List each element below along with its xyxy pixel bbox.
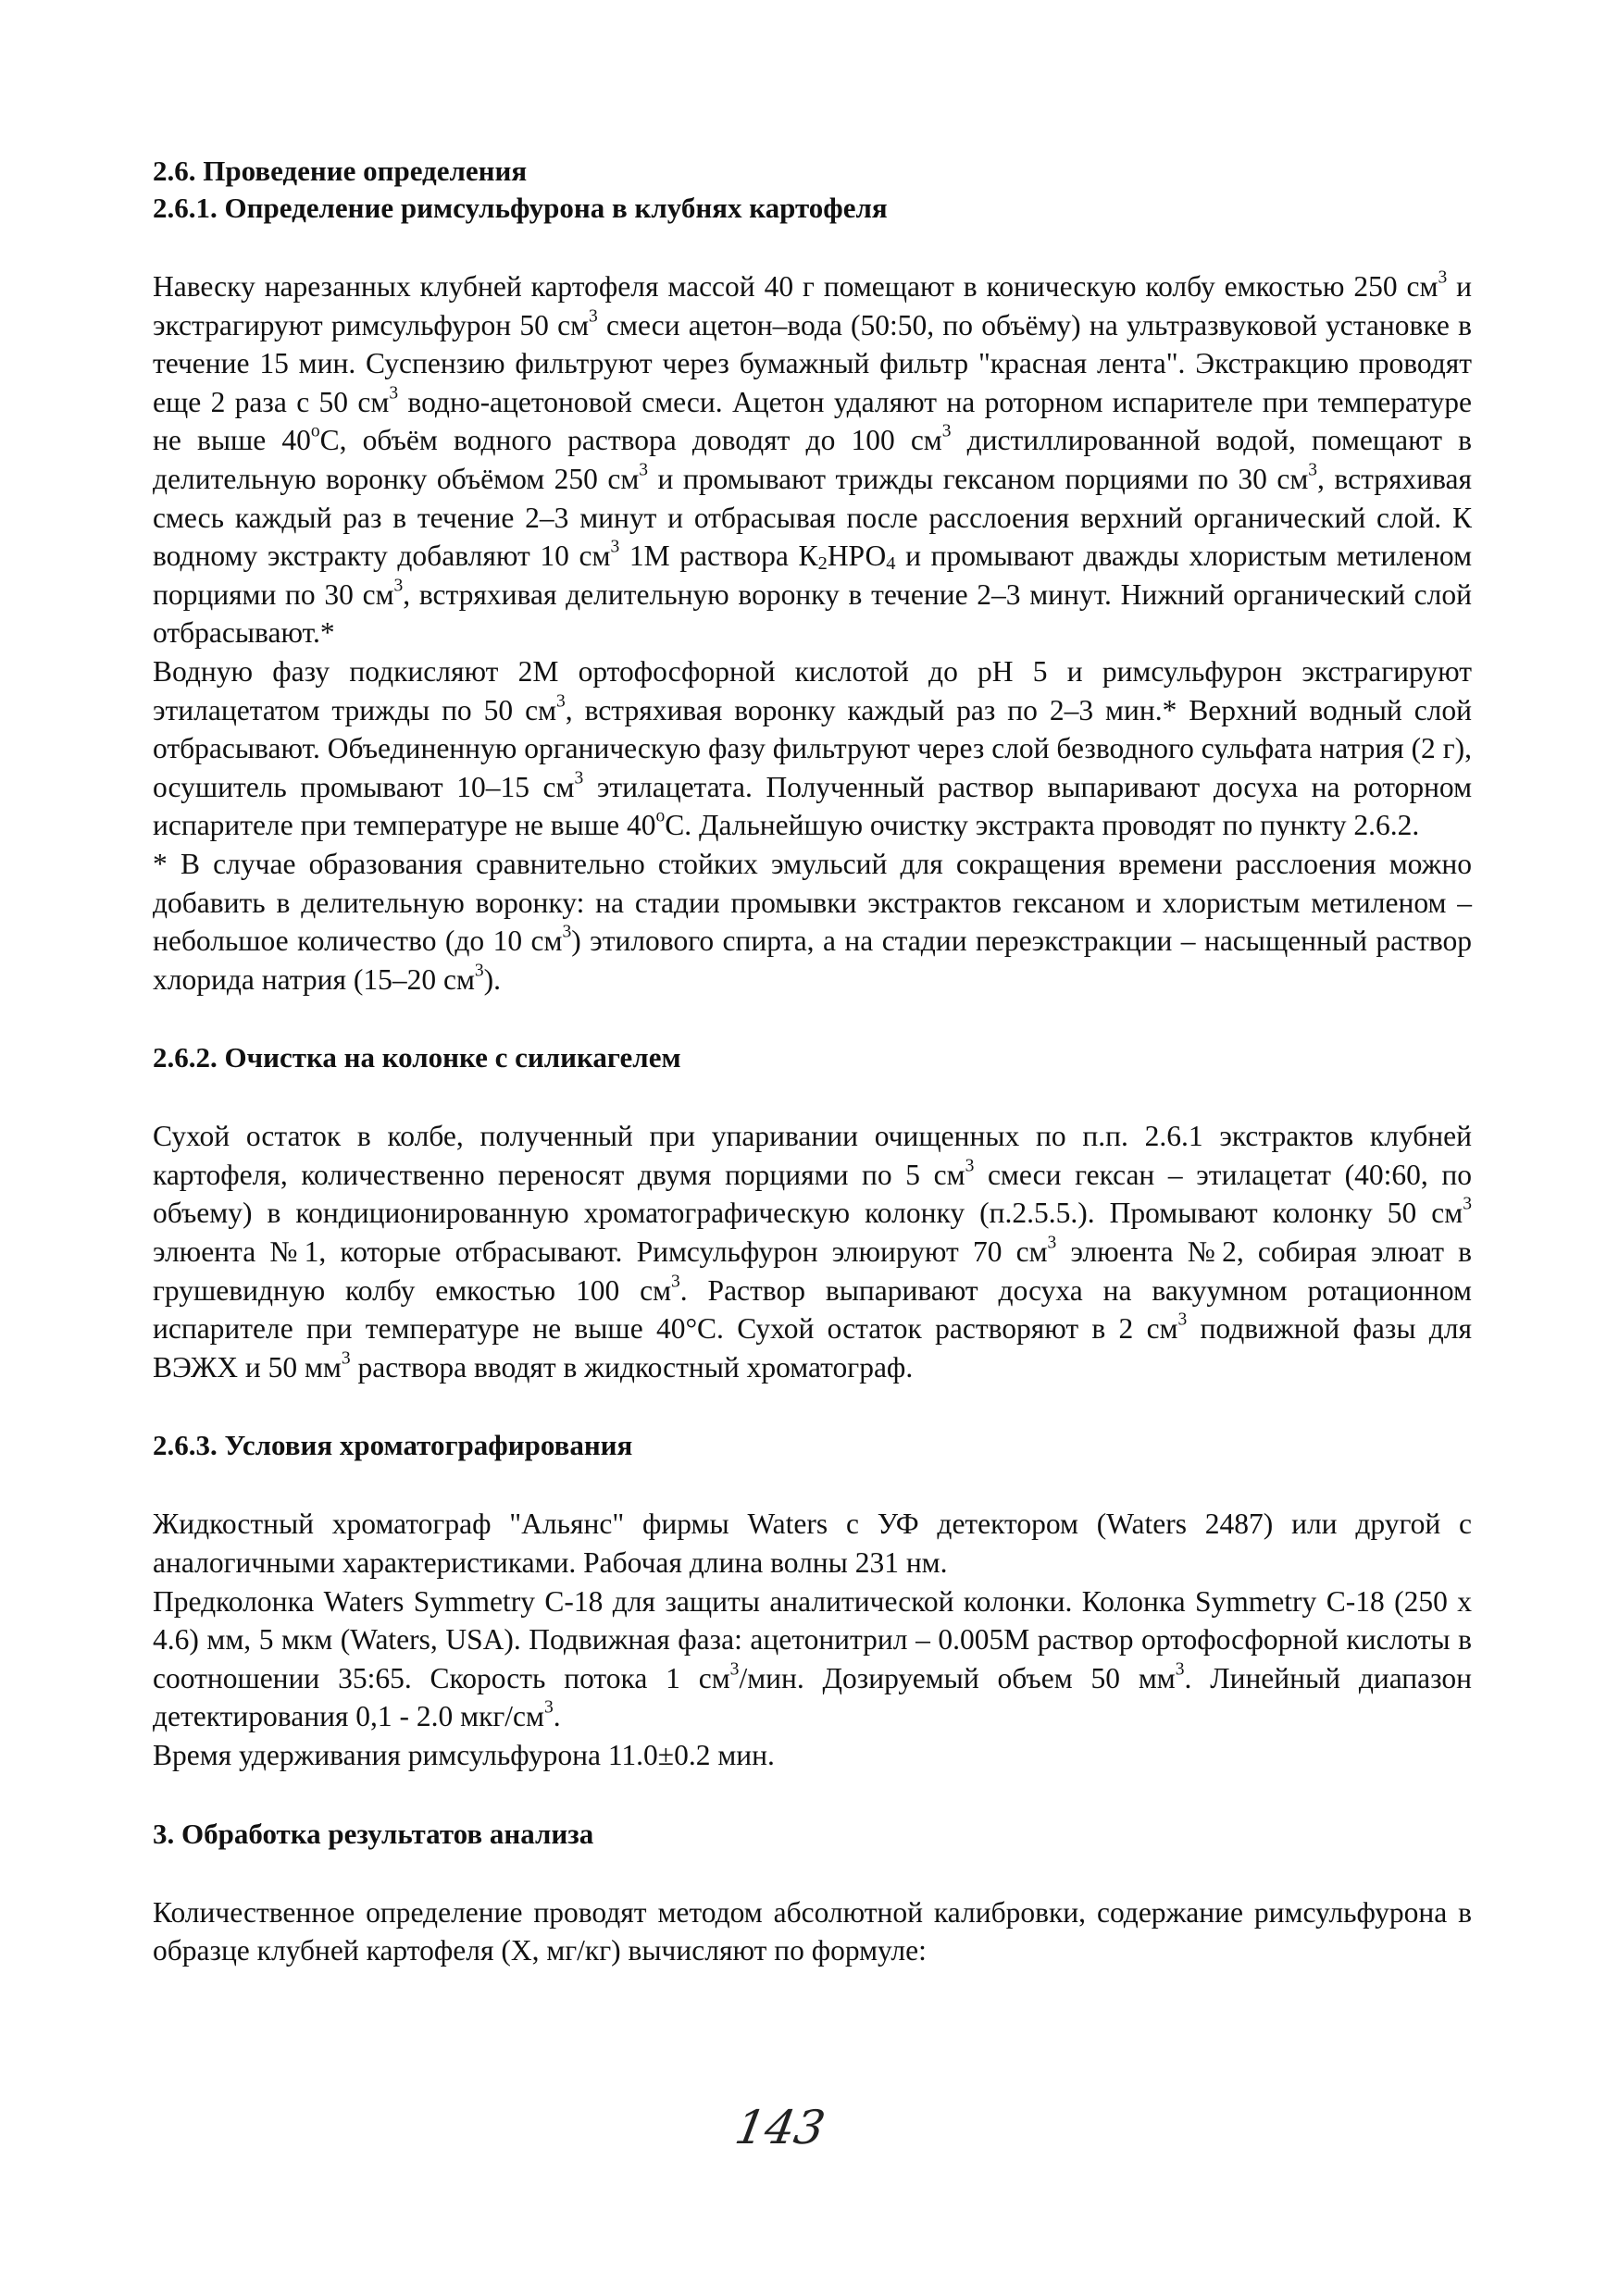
section-2-6-2-heading: 2.6.2. Очистка на колонке с силикагелем [153,1041,681,1074]
section-2-6-3-paragraph-2: Предколонка Waters Symmetry C-18 для защиты аналитической колонки. Колонка Symmetry C-18 (250 х 4.6) мм, 5 мкм (Waters, USA). Подвижная фаза: ацетонитрил – 0.005М раствор ортофосфорной кислоты в соотношении 35:65. Скорость потока 1 $см^3$/мин. Дозируемый объем 50 $мм^3$. Линейный диапазон детектирования 0,1 - 2.0 мкг/$см^3$. [153,1584,1473,1733]
section-2-6-heading: 2.6. Проведение определения [153,155,528,187]
section-2-6-1-heading: 2.6.1. Определение римсульфурона в клубнях картофеля [153,192,888,224]
section-2-6-3-heading: 2.6.3. Условия хроматографирования [153,1429,633,1462]
section-2-6-1-paragraph-1: Навеску нарезанных клубней картофеля массой 40 г помещают в коническую колбу емкостью 250 $см^3$ и экстрагируют римсульфурон 50 $см^3$ смеси ацетон–вода (50:50, по объёму) на ультразвуковой установке в течение 15 мин. Суспензию фильтруют через бумажный фильтр "красная лента". Экстракцию проводят еще 2 раза с 50 $см^3$ водно-ацетоновой смеси. Ацетон удаляют на роторном испарителе при температуре не выше 40$^o$С, объём водного раствора доводят до 100 $см^3$ дистиллированной водой, помещают в делительную воронку объёмом 250 $см^3$ и промывают трижды гексаном порциями по 30 $см^3$, встряхивая смесь каждый раз в течение 2–3 минут и отбрасывая после расслоения верхний органический слой. К водному экстракту добавляют 10 $см^3$ 1М раствора $К_2НРО_4$ и промывают дважды хлористым метиленом порциями по 30 $см^3$, встряхивая делительную воронку в течение 2–3 минут. Нижний органический слой отбрасывают.* [153,267,1473,650]
document-page [153,153,1472,1970]
section-3-heading: 3. Обработка результатов анализа [153,1817,594,1850]
section-3-paragraph: Количественное определение проводят методом абсолютной калибровки, содержание римсульфурона в образце клубней картофеля (X, мг/кг) вычисляют по формуле: [153,1895,1472,1967]
section-2-6-3-paragraph-1: Жидкостный хроматограф "Альянс" фирмы Waters с УФ детектором (Waters 2487) или другой с аналогичными характеристиками. Рабочая длина волны 231 нм. [153,1508,1472,1580]
section-2-6-2-paragraph: Сухой остаток в колбе, полученный при упаривании очищенных по п.п. 2.6.1 экстрактов клубней картофеля, количественно переносят двумя порциями по 5 $см^3$ смеси гексан – этилацетат (40:60, по объему) в кондиционированную хроматографическую колонку (п.2.5.5.). Промывают колонку 50 $см^3$ элюента №1, которые отбрасывают. Римсульфурон элюируют 70 $см^3$ элюента №2, собирая элюат в грушевидную колбу емкостью 100 $см^3$. Раствор выпаривают досуха на вакуумном ротационном испарителе при температуре не выше 40°С. Сухой остаток растворяют в 2 $см^3$ подвижной фазы для ВЭЖХ и 50 $мм^3$ раствора вводят в жидкостный хроматограф. [153,1120,1473,1384]
page-number: 143 [730,2101,829,2154]
section-2-6-1-footnote: * В случае образования сравнительно стойких эмульсий для сокращения времени расслоения можно добавить в делительную воронку: на стадии промывки экстрактов гексаном и хлористым метиленом – небольшое количество (до 10 $см^3$) этилового спирта, а на стадии переэкстракции – насыщенный раствор хлорида натрия (15–20 $см^3$). [153,847,1472,996]
section-2-6-3-paragraph-3: Время удерживания римсульфурона 11.0±0.2 мин. [153,1739,775,1771]
section-2-6-1-paragraph-2: Водную фазу подкисляют 2М ортофосфорной кислотой до рН 5 и римсульфурон экстрагируют этилацетатом трижды по 50 $см^3$, встряхивая воронку каждый раз по 2–3 мин.* Верхний водный слой отбрасывают. Объединенную органическую фазу фильтруют через слой безводного сульфата натрия (2 г), осушитель промывают 10–15 $см^3$ этилацетата. Полученный раствор выпаривают досуха на роторном испарителе при температуре не выше 40$^o$С. Дальнейшую очистку экстракта проводят по пункту 2.6.2. [153,654,1473,842]
